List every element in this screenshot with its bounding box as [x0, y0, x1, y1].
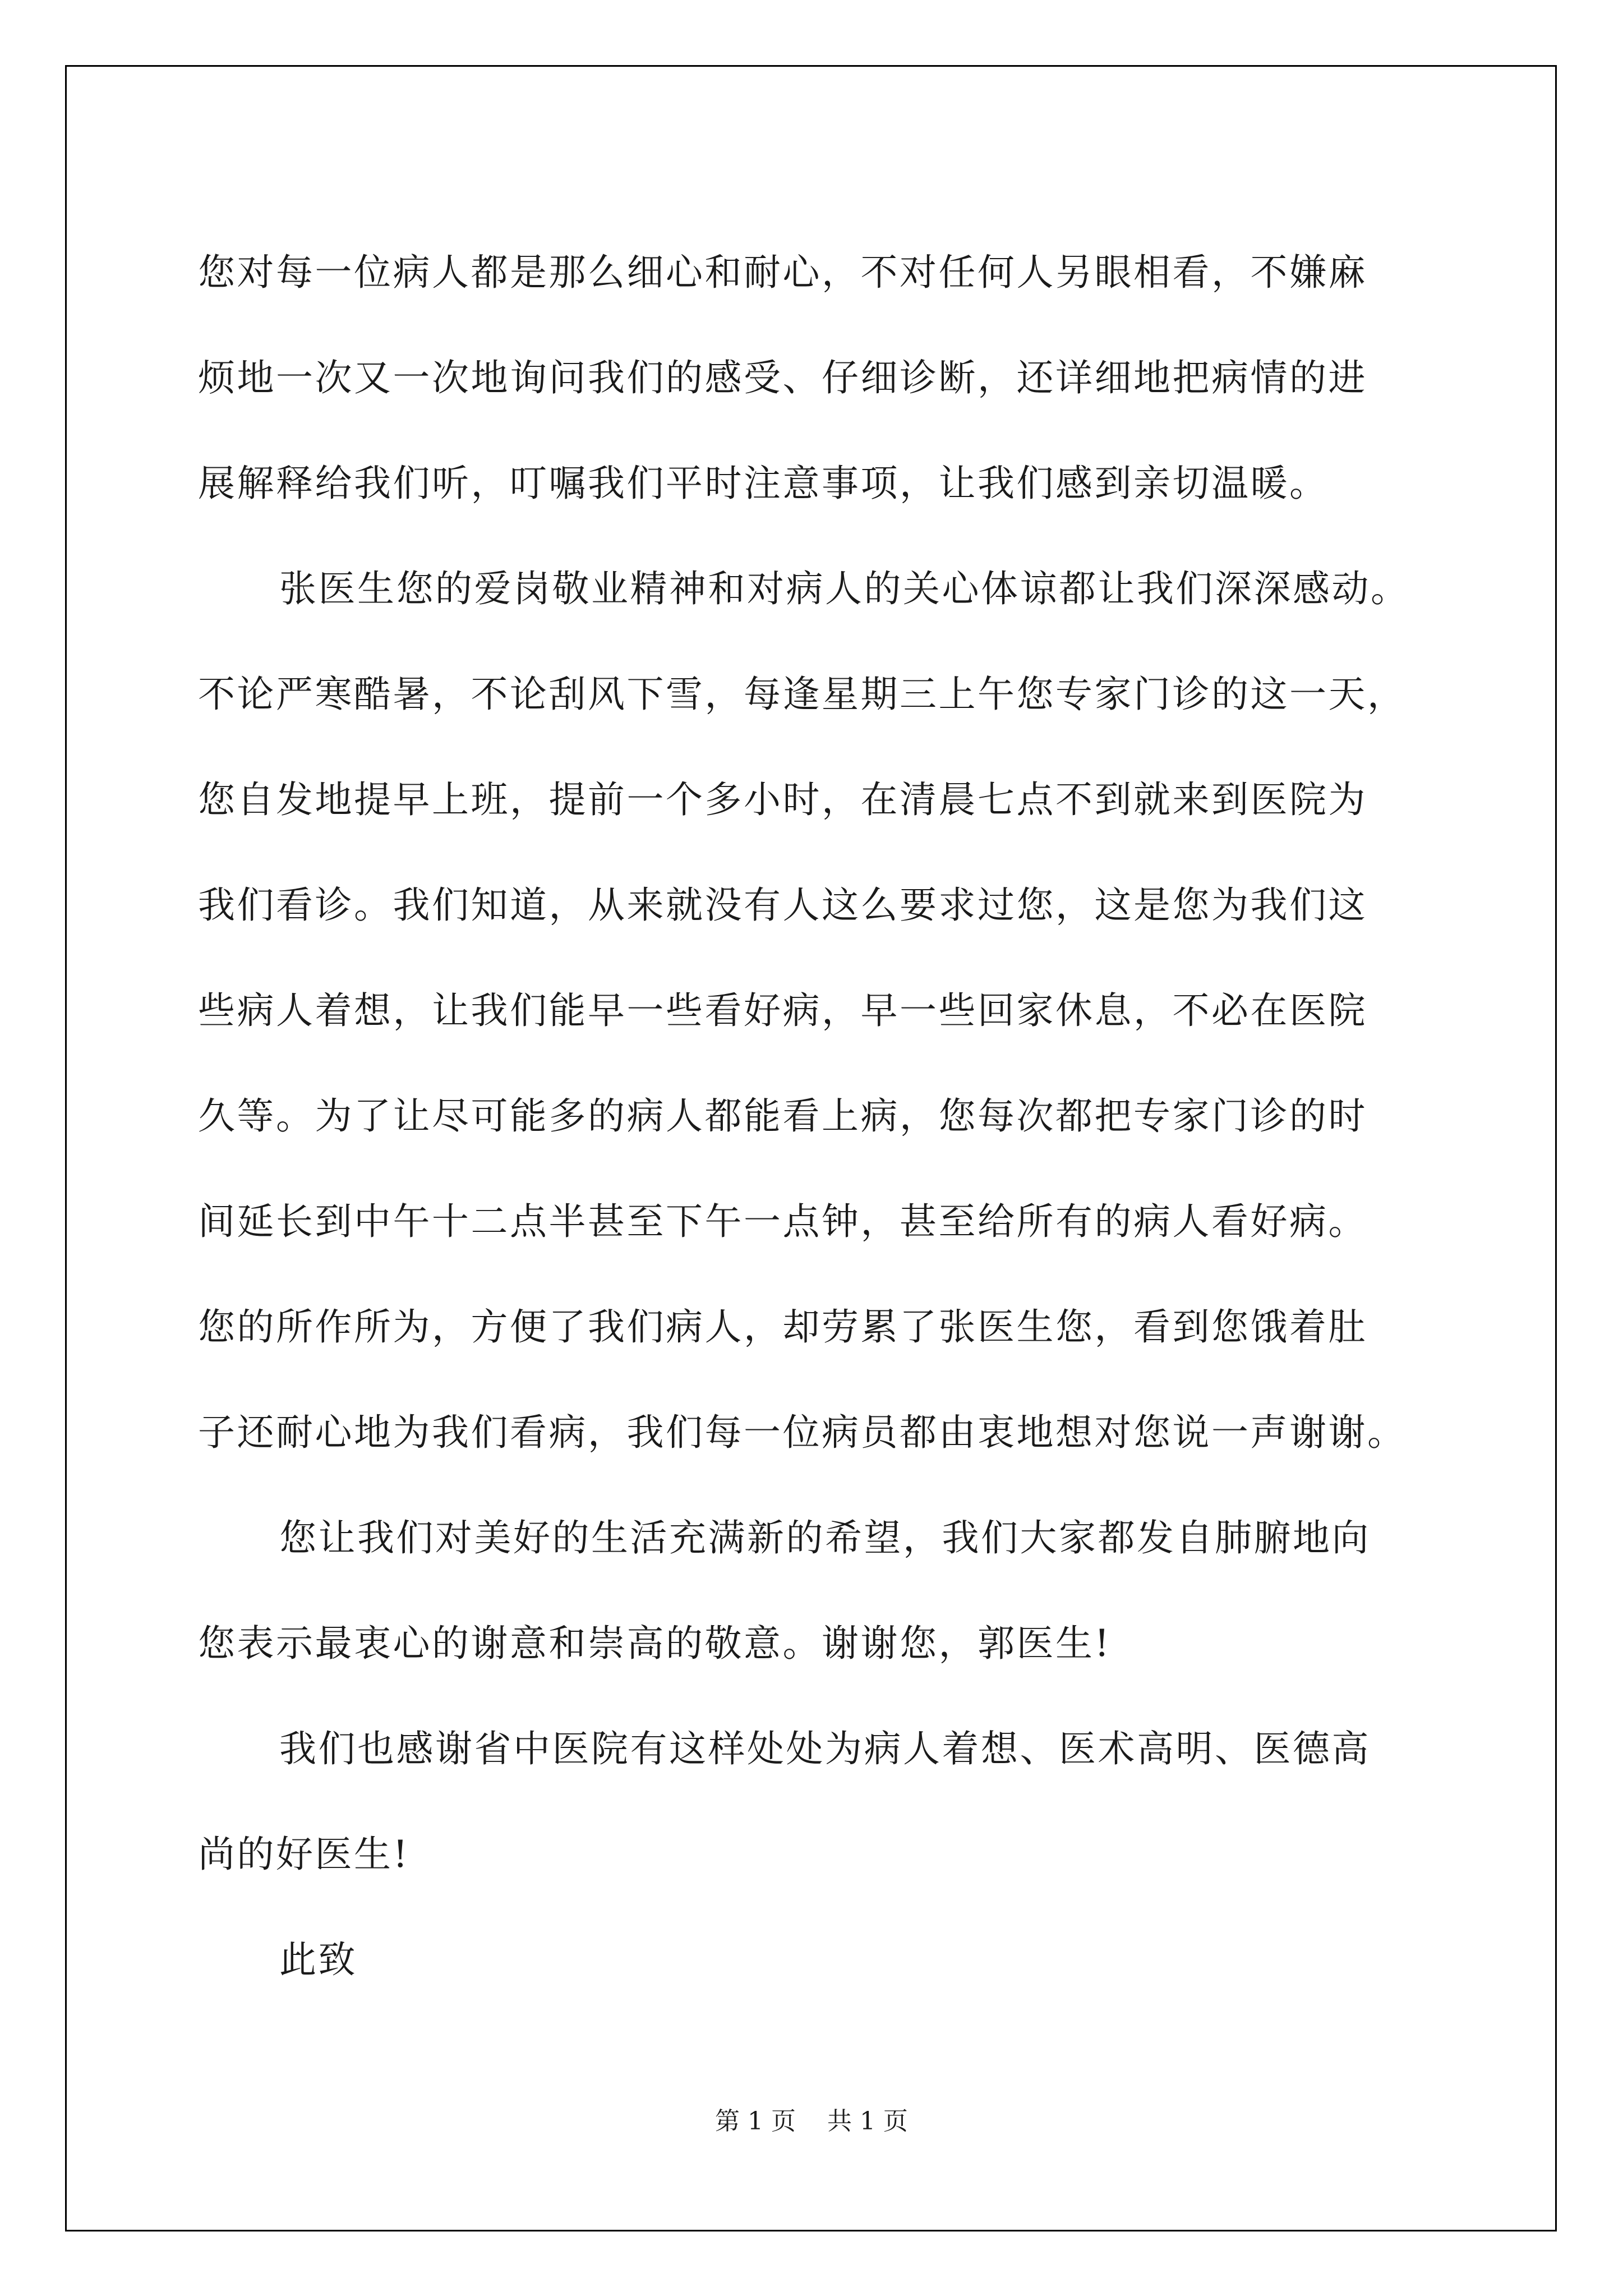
text-line: 久等。为了让尽可能多的病人都能看上病，您每次都把专家门诊的时 [198, 1094, 1367, 1138]
paragraph-start-line: 我们也感谢省中医院有这样处处为病人着想、医术高明、医德高 [279, 1727, 1371, 1770]
text-line: 不论严寒酷暑，不论刮风下雪，每逢星期三上午您专家门诊的这一天， [198, 673, 1407, 716]
text-line: 些病人着想，让我们能早一些看好病，早一些回家休息，不必在医院 [198, 989, 1367, 1032]
text-line: 我们看诊。我们知道，从来就没有人这么要求过您，这是您为我们这 [198, 884, 1367, 927]
page-number-footer: 第 1 页 共 1 页 [715, 2107, 908, 2136]
letter-body [198, 220, 1432, 2013]
text-line: 间延长到中午十二点半甚至下午一点钟，甚至给所有的病人看好病。 [198, 1200, 1367, 1243]
paragraph-start-line: 您让我们对美好的生活充满新的希望，我们大家都发自肺腑地向 [279, 1516, 1371, 1559]
text-line: 您的所作所为，方便了我们病人，却劳累了张医生您，看到您饿着肚 [198, 1305, 1367, 1349]
text-line: 您对每一位病人都是那么细心和耐心，不对任何人另眼相看，不嫌麻 [198, 251, 1367, 294]
text-line: 子还耐心地为我们看病，我们每一位病员都由衷地想对您说一声谢谢。 [198, 1411, 1407, 1454]
text-line: 您表示最衷心的谢意和崇高的敬意。谢谢您，郭医生! [198, 1622, 1112, 1665]
paragraph-start-line: 张医生您的爱岗敬业精神和对病人的关心体谅都让我们深深感动。 [279, 567, 1410, 610]
text-line: 您自发地提早上班，提前一个多小时，在清晨七点不到就来到医院为 [198, 778, 1367, 821]
closing-salutation: 此致 [279, 1938, 357, 1981]
text-line: 尚的好医生! [198, 1833, 410, 1876]
text-line: 展解释给我们听，叮嘱我们平时注意事项，让我们感到亲切温暖。 [198, 462, 1329, 505]
text-line: 烦地一次又一次地询问我们的感受、仔细诊断，还详细地把病情的进 [198, 356, 1367, 399]
